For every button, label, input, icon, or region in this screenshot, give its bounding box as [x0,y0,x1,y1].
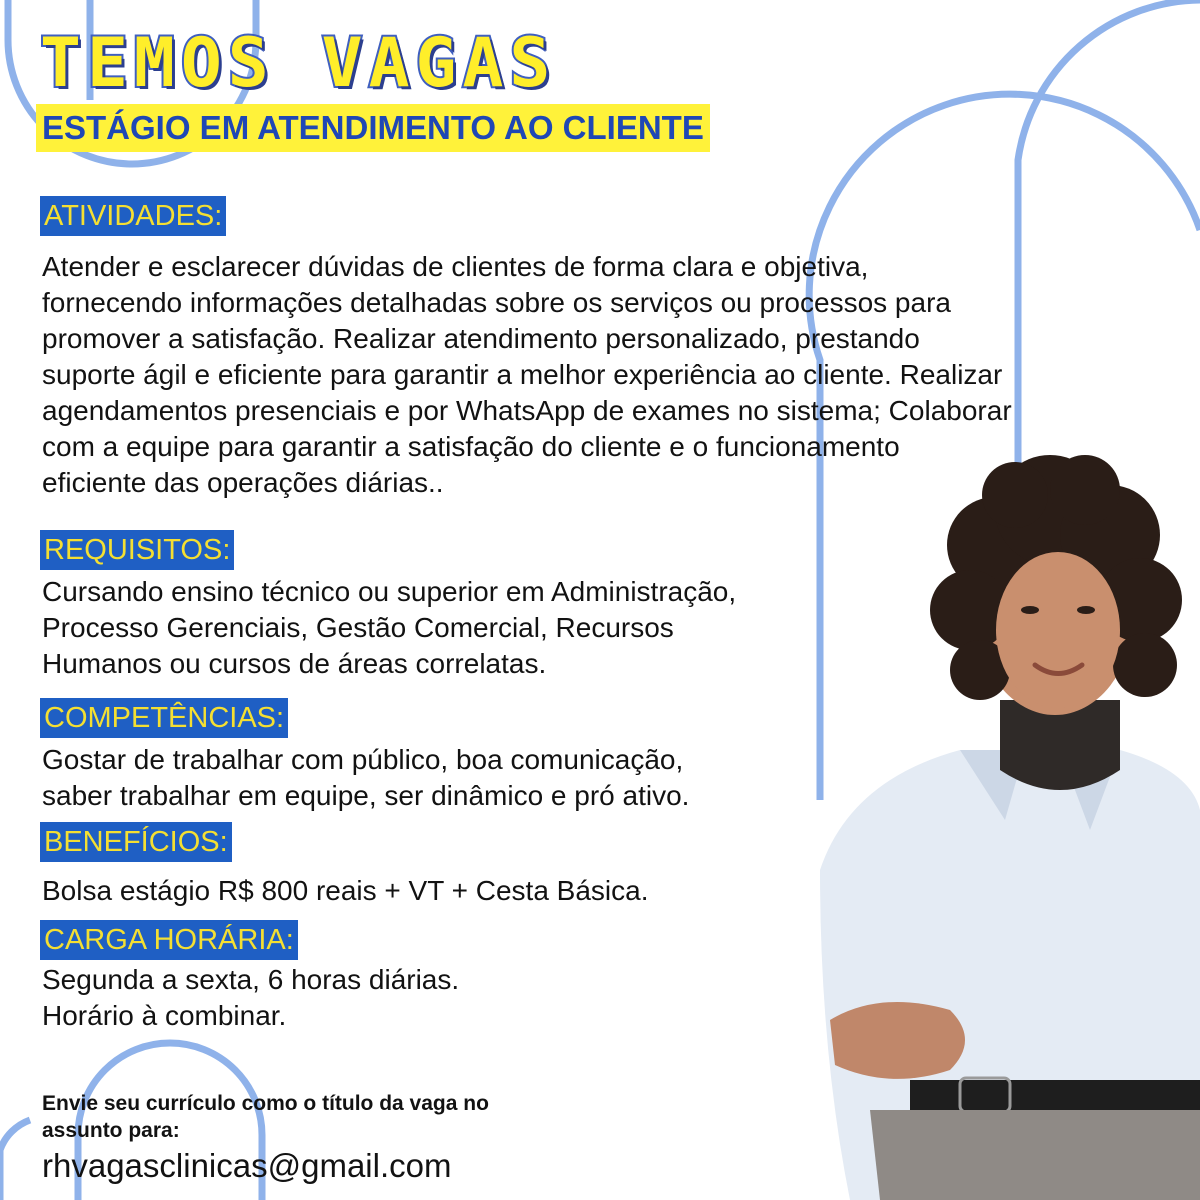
contact-email[interactable]: rhvagasclinicas@gmail.com [42,1147,452,1184]
job-subtitle: ESTÁGIO EM ATENDIMENTO AO CLIENTE [36,104,710,152]
section-label-beneficios: BENEFÍCIOS: [40,822,232,862]
section-text-requisitos: Cursando ensino técnico ou superior em Administração, Processo Gerenciais, Gestão Comercial, Recursos Humanos ou cursos de áreas correlatas. [42,576,737,679]
page-title: TEMOS VAGAS [40,24,557,103]
arch-bottom-left-small [0,1120,30,1200]
section-text-atividades: Atender e esclarecer dúvidas de clientes de forma clara e objetiva, fornecendo informações detalhadas sobre os serviços ou processos para promover a satisfação. Realizar atendimento personalizado, prestando suporte ágil e eficiente para garantir a melhor experiência ao cliente. Realizar agendamentos presenciais e por WhatsApp de exames no sistema; Colaborar com a equipe para garantir a satisfação do cliente e o funcionamento eficiente das operações diárias.. [42,251,1012,498]
section-text-beneficios: Bolsa estágio R$ 800 reais + VT + Cesta Básica. [42,875,649,906]
trousers [870,1110,1200,1200]
woman-photo [790,450,1200,1200]
section-label-competencias: COMPETÊNCIAS: [40,698,288,738]
section-label-carga-horaria: CARGA HORÁRIA: [40,920,298,960]
section-text-carga-horaria: Segunda a sexta, 6 horas diárias. Horário à combinar. [42,964,460,1031]
belt [910,1080,1200,1110]
section-label-requisitos: REQUISITOS: [40,530,234,570]
hands [830,1002,965,1079]
section-label-atividades: ATIVIDADES: [40,196,226,236]
contact-instruction: Envie seu currículo como o título da vaga no assunto para: [42,1092,489,1142]
section-text-competencias: Gostar de trabalhar com público, boa comunicação, saber trabalhar em equipe, ser dinâmico e pró ativo. [42,744,690,811]
